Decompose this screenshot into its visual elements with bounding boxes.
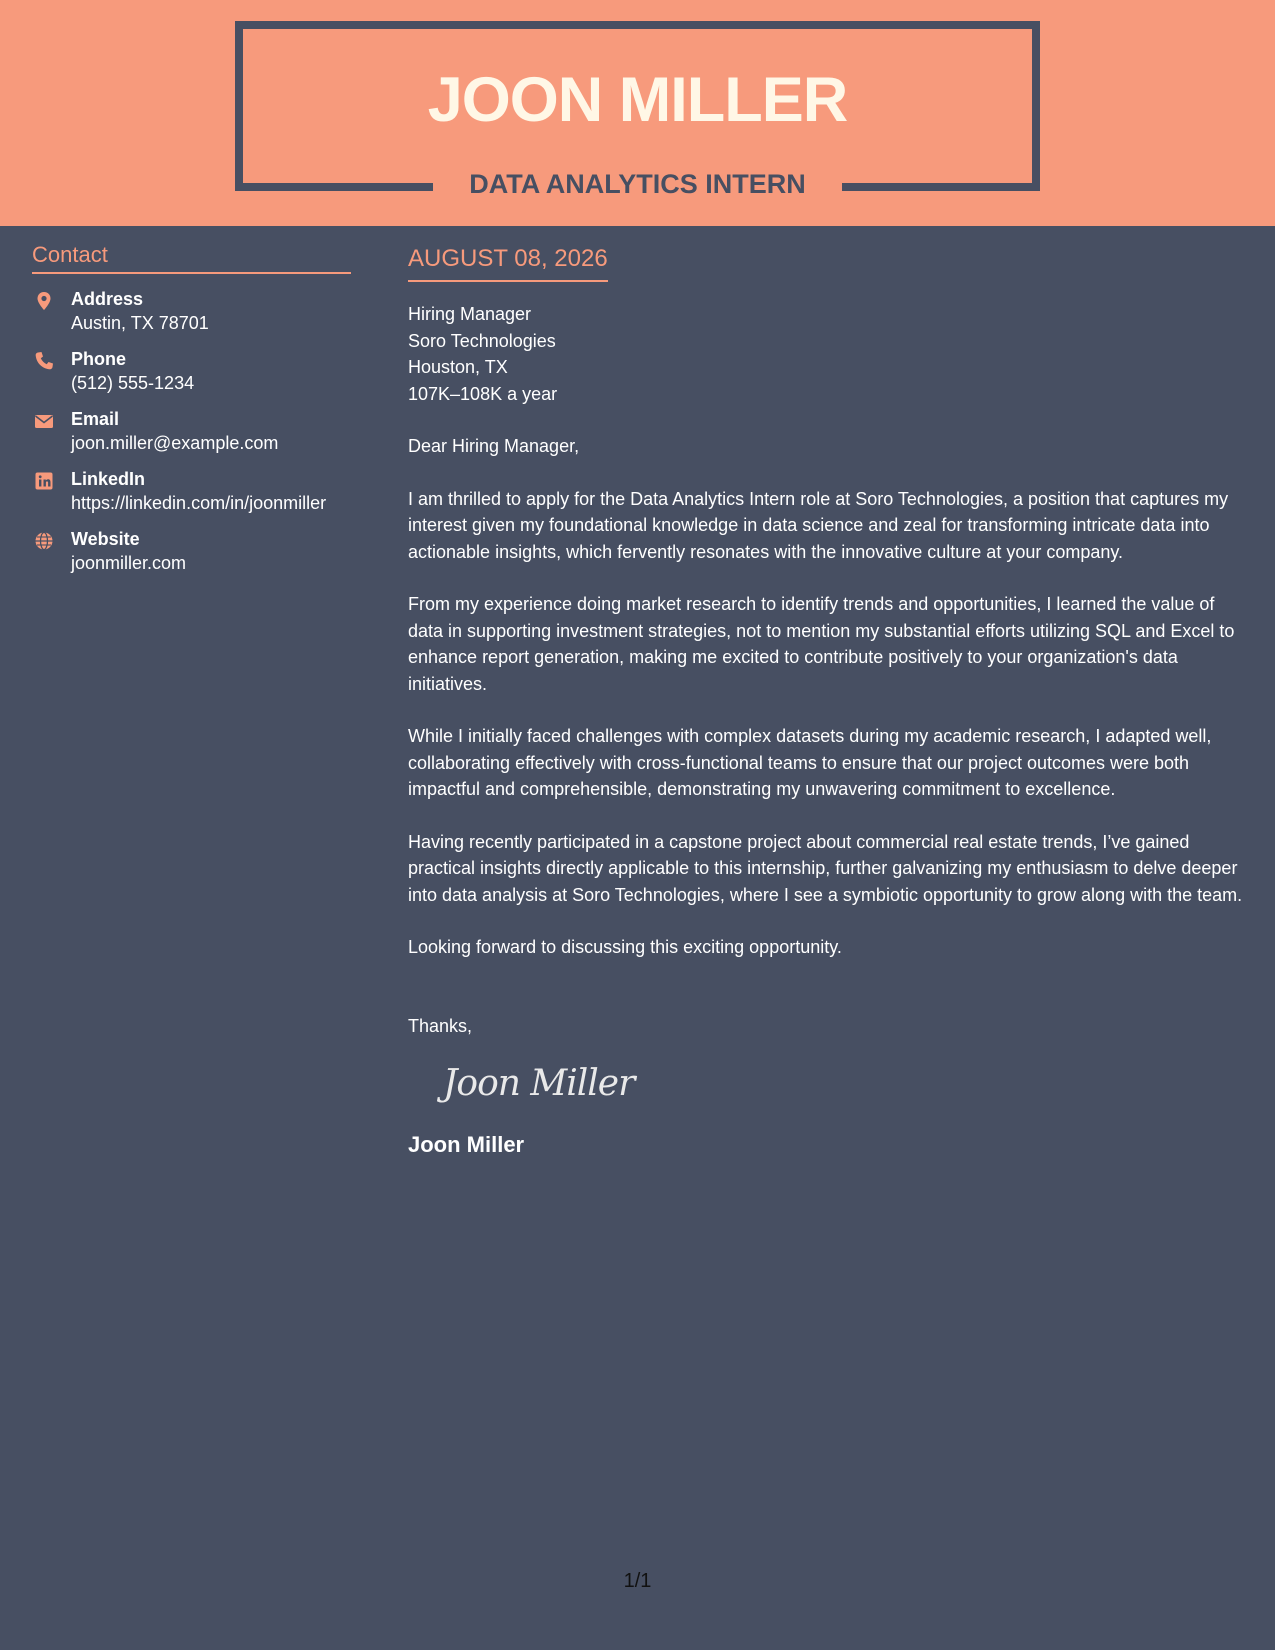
contact-email xyxy=(32,407,351,455)
contact-label: Email xyxy=(71,409,120,429)
contact-phone xyxy=(32,347,351,395)
contact-heading: Contact xyxy=(32,240,351,274)
contact-label: LinkedIn xyxy=(71,469,146,489)
contact-value: (512) 555-1234 xyxy=(71,373,195,393)
letter-paragraph: While I initially faced challenges with complex datasets during my academic research, I adapted well, collaborating effectively with cross-functional teams to ensure that our project outcomes were both impactful and comprehensible, demonstrating my unwavering commitment to excellence. xyxy=(408,726,1212,799)
contact-label: Address xyxy=(71,289,144,309)
phone-icon xyxy=(34,351,54,371)
signer-name: Joon Miller xyxy=(408,1132,525,1157)
contact-value: Austin, TX 78701 xyxy=(71,313,209,333)
contact-sidebar xyxy=(32,240,351,587)
linkedin-icon xyxy=(34,471,54,491)
letter-paragraph: I am thrilled to apply for the Data Analytics Intern role at Soro Technologies, a position that captures my interest given my foundational knowledge in data science and zeal for transforming intricate data into actionable insights, which fervently resonates with the innovative culture at your company. xyxy=(408,488,1229,562)
globe-icon xyxy=(34,531,54,551)
contact-value: https://linkedin.com/in/joonmiller xyxy=(71,493,327,513)
recipient-line: Hiring Manager xyxy=(408,304,532,324)
salutation: Dear Hiring Manager, xyxy=(408,436,580,456)
recipient-block xyxy=(408,301,1250,407)
sign-off: Thanks, xyxy=(408,1015,473,1036)
contact-linkedin xyxy=(32,467,351,515)
letter-body xyxy=(408,242,1250,1160)
recipient-line: Houston, TX xyxy=(408,357,508,377)
contact-value: joon.miller@example.com xyxy=(71,433,279,453)
contact-label: Phone xyxy=(71,349,127,369)
letter-date: AUGUST 08, 2026 xyxy=(408,242,608,282)
contact-website xyxy=(32,527,351,575)
role-container xyxy=(433,158,842,210)
contact-value: joonmiller.com xyxy=(71,553,187,573)
envelope-icon xyxy=(34,411,54,431)
recipient-line: Soro Technologies xyxy=(408,330,556,351)
contact-address xyxy=(32,287,351,335)
map-pin-icon xyxy=(34,291,54,311)
letter-paragraph: Having recently participated in a capstone project about commercial real estate trends, I’ve gained practical insights directly applicable to this internship, further galvanizing my enthusiasm to delve deeper into data analysis at Soro Technologies, where I see a symbiotic opportunity to grow along with the team. xyxy=(408,831,1243,905)
recipient-line: 107K–108K a year xyxy=(408,383,558,404)
closing-line: Looking forward to discussing this exciting opportunity. xyxy=(408,937,842,957)
letter-paragraph: From my experience doing market research to identify trends and opportunities, I learned the value of data in supporting investment strategies, not to mention my substantial efforts utilizing SQL and Excel to enhance report generation, making me excited to contribute positively to your organization's data initiatives. xyxy=(408,594,1235,694)
candidate-name: JOON MILLER xyxy=(427,65,848,135)
contact-label: Website xyxy=(71,529,140,549)
header-banner xyxy=(0,0,1275,226)
job-title: DATA ANALYTICS INTERN xyxy=(469,169,806,199)
page-number: 1/1 xyxy=(623,1570,652,1592)
handwritten-signature: Joon Miller xyxy=(443,1063,635,1104)
